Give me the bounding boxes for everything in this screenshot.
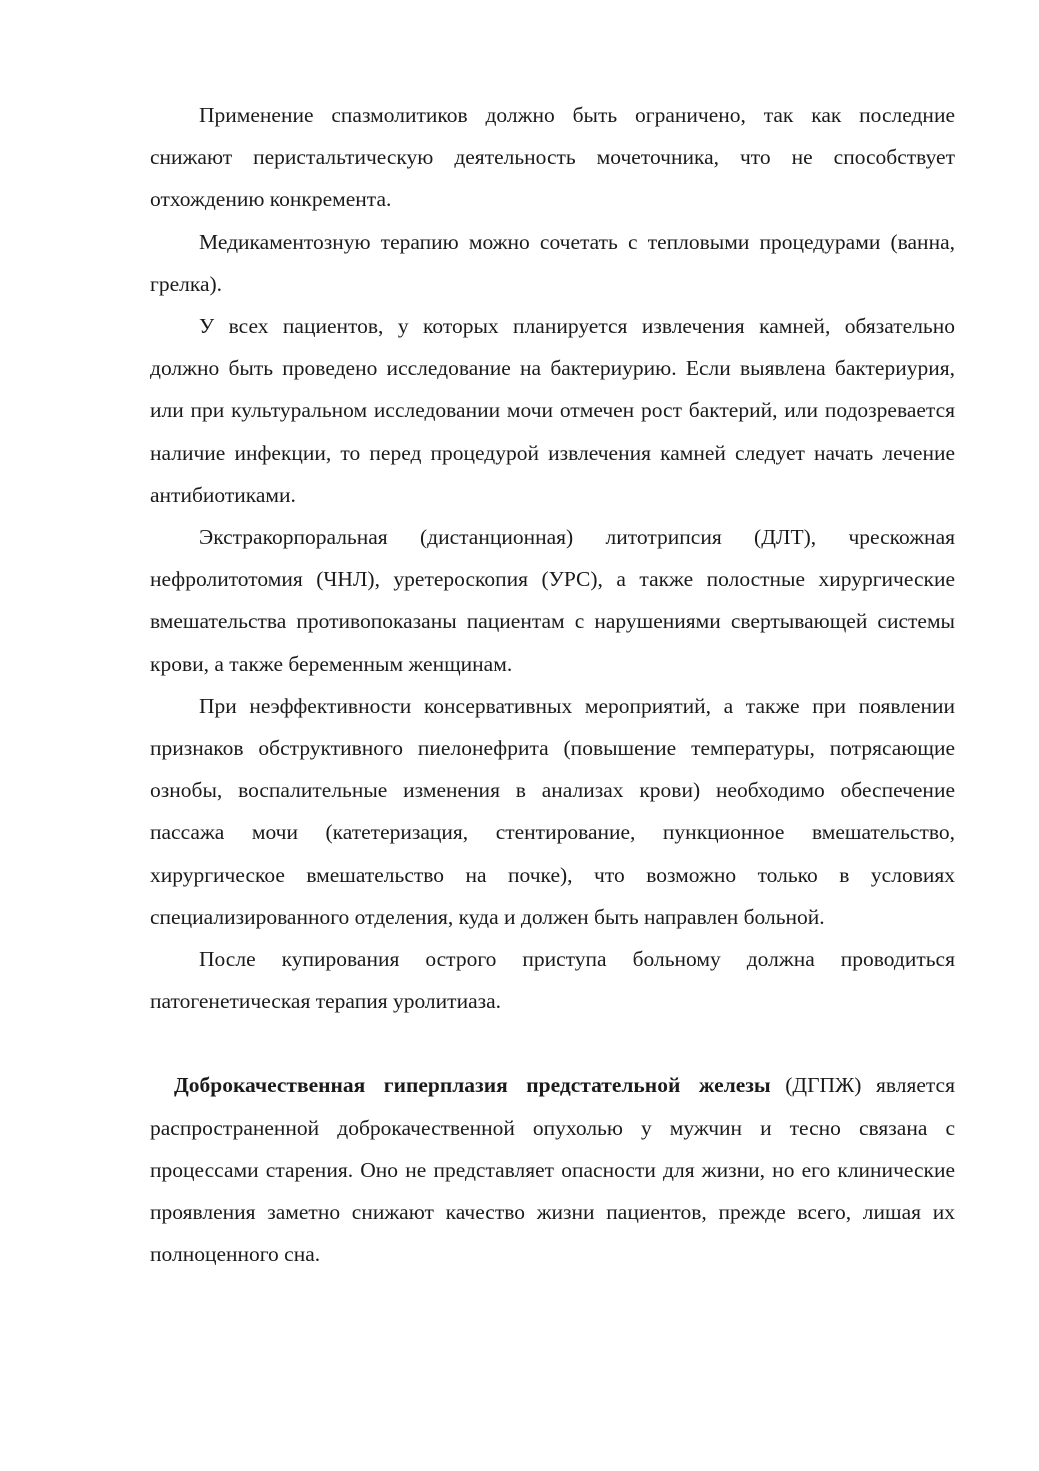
bph-term: Доброкачественная гиперплазия предстательной железы bbox=[174, 1073, 771, 1098]
paragraph-contraindications: Экстракорпоральная (дистанционная) литотрипсия (ДЛТ), чрескожная нефролитотомия (ЧНЛ), уретероскопия (УРС), а также полостные хирургические вмешательства противопоказаны пациентам с нарушениями свертывающей системы крови, а также беременным женщинам. bbox=[150, 525, 955, 676]
bph-abbreviation: (ДГПЖ) bbox=[770, 1073, 862, 1098]
paragraph-pathogenetic-therapy: После купирования острого приступа больному должна проводиться патогенетическая терапия уролитиаза. bbox=[150, 947, 955, 1014]
section-spacer bbox=[150, 1022, 955, 1064]
document-page bbox=[150, 94, 955, 1275]
paragraph-bacteriuria: У всех пациентов, у которых планируется извлечения камней, обязательно должно быть проведено исследование на бактериурию. Если выявлена бактериурия, или при культуральном исследовании мочи отмечен рост бактерий, или подозревается наличие инфекции, то перед процедурой извлечения камней следует начать лечение антибиотиками. bbox=[150, 314, 955, 507]
bph-description: является распространенной доброкачественной опухолью у мужчин и тесно связана с процессами старения. Оно не представляет опасности для жизни, но его клинические проявления заметно снижают качество жизни пациентов, прежде всего, лишая их полноценного сна. bbox=[150, 1073, 955, 1267]
paragraph-antispasmodics: Применение спазмолитиков должно быть ограничено, так как последние снижают перистальтическую деятельность мочеточника, что не способствует отхождению конкремента. bbox=[150, 103, 955, 212]
paragraph-urine-passage: При неэффективности консервативных мероприятий, а также при появлении признаков обструктивного пиелонефрита (повышение температуры, потрясающие ознобы, воспалительные изменения в анализах крови) необходимо обеспечение пассажа мочи (катетеризация, стентирование, пункционное вмешательство, хирургическое вмешательство на почке), что возможно только в условиях специализированного отделения, куда и должен быть направлен больной. bbox=[150, 693, 955, 929]
paragraph-thermal-procedures: Медикаментозную терапию можно сочетать с тепловыми процедурами (ванна, грелка). bbox=[150, 229, 955, 296]
paragraph-bph-definition bbox=[150, 1064, 955, 1275]
